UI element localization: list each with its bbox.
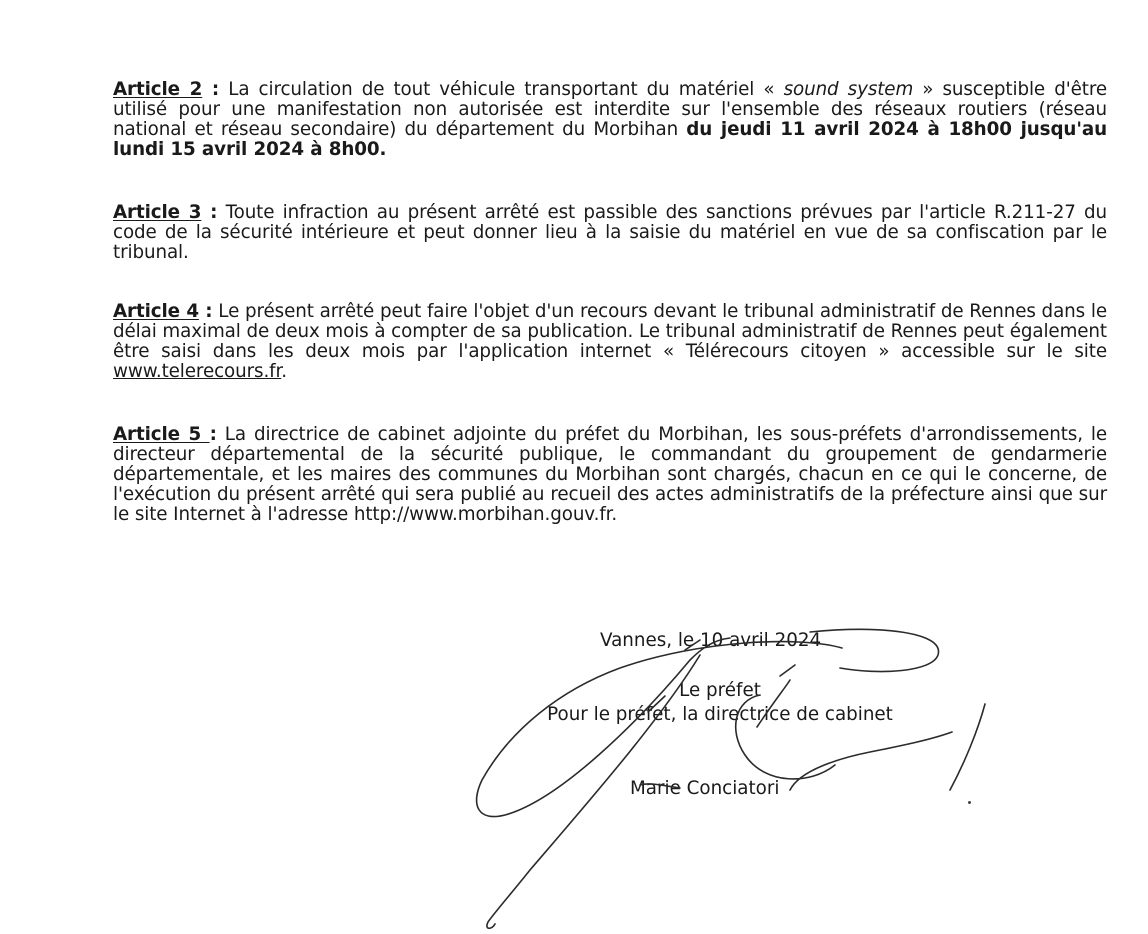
article-5-text: La directrice de cabinet adjointe du préfet du Morbihan, les sous-préfets d'arrondissements, le directeur départemental de la sécurité publique, le commandant du groupement de gendarmerie départementale, et les maires des communes du Morbihan sont chargés, chacun en ce qui le concerne, de l'exécution du présent arrêté qui sera publié au recueil des actes administratifs de la préfecture ainsi que sur le site Internet à l'adresse http://www.morbihan.gouv.fr. (113, 424, 1107, 525)
article-4-text-a: Le présent arrêté peut faire l'objet d'un recours devant le tribunal administratif de Rennes dans le délai maximal de deux mois à compter de sa publication. Le tribunal administratif de Rennes peut également être saisi dans les deux mois par l'application internet « Télérecours citoyen » accessible sur le site (113, 301, 1108, 362)
article-2-label: Article 2 (113, 79, 203, 100)
article-2-italic: sound system (783, 79, 914, 100)
article-4-label: Article 4 (113, 301, 199, 322)
article-4-text-b: . (281, 361, 287, 382)
article-5 (113, 425, 1107, 525)
signatory-name: Marie Conciatori (630, 778, 780, 799)
signature-stroke-cross-3 (780, 665, 795, 676)
telerecours-link[interactable]: www.telerecours.fr (113, 361, 282, 382)
article-2-text-b: » susceptible d'être utilisé pour une manifestation non autorisée est interdite sur l'ensemble des réseaux routiers (réseau national et réseau secondaire) du département du Morbihan (113, 79, 1107, 140)
article-2-bold-dates: du jeudi 11 avril 2024 à 18h00 jusqu'au lundi 15 avril 2024 à 8h00. (113, 119, 1107, 160)
article-5-colon: : (209, 424, 217, 445)
article-2-text-a: La circulation de tout véhicule transportant du matériel « (219, 79, 784, 100)
signature-stroke-slash-right (950, 704, 985, 790)
signature-delegation: Pour le préfet, la directrice de cabinet (547, 704, 893, 725)
article-4 (113, 302, 1107, 382)
article-2-colon: : (202, 79, 220, 100)
signature-place-date: Vannes, le 10 avril 2024 (600, 630, 822, 651)
article-3-colon: : (201, 202, 218, 223)
ink-speck (968, 801, 971, 804)
article-4-colon: : (198, 301, 213, 322)
article-2 (113, 80, 1107, 160)
article-3-text: Toute infraction au présent arrêté est passible des sanctions prévues par l'article R.211-27 du code de la sécurité intérieure et peut donner lieu à la saisie du matériel en vue de sa confiscation par le tribunal. (113, 202, 1107, 263)
article-3 (113, 203, 1107, 263)
article-3-label: Article 3 (113, 202, 202, 223)
article-5-label: Article 5 (113, 424, 210, 445)
signature-role: Le préfet (679, 680, 761, 701)
